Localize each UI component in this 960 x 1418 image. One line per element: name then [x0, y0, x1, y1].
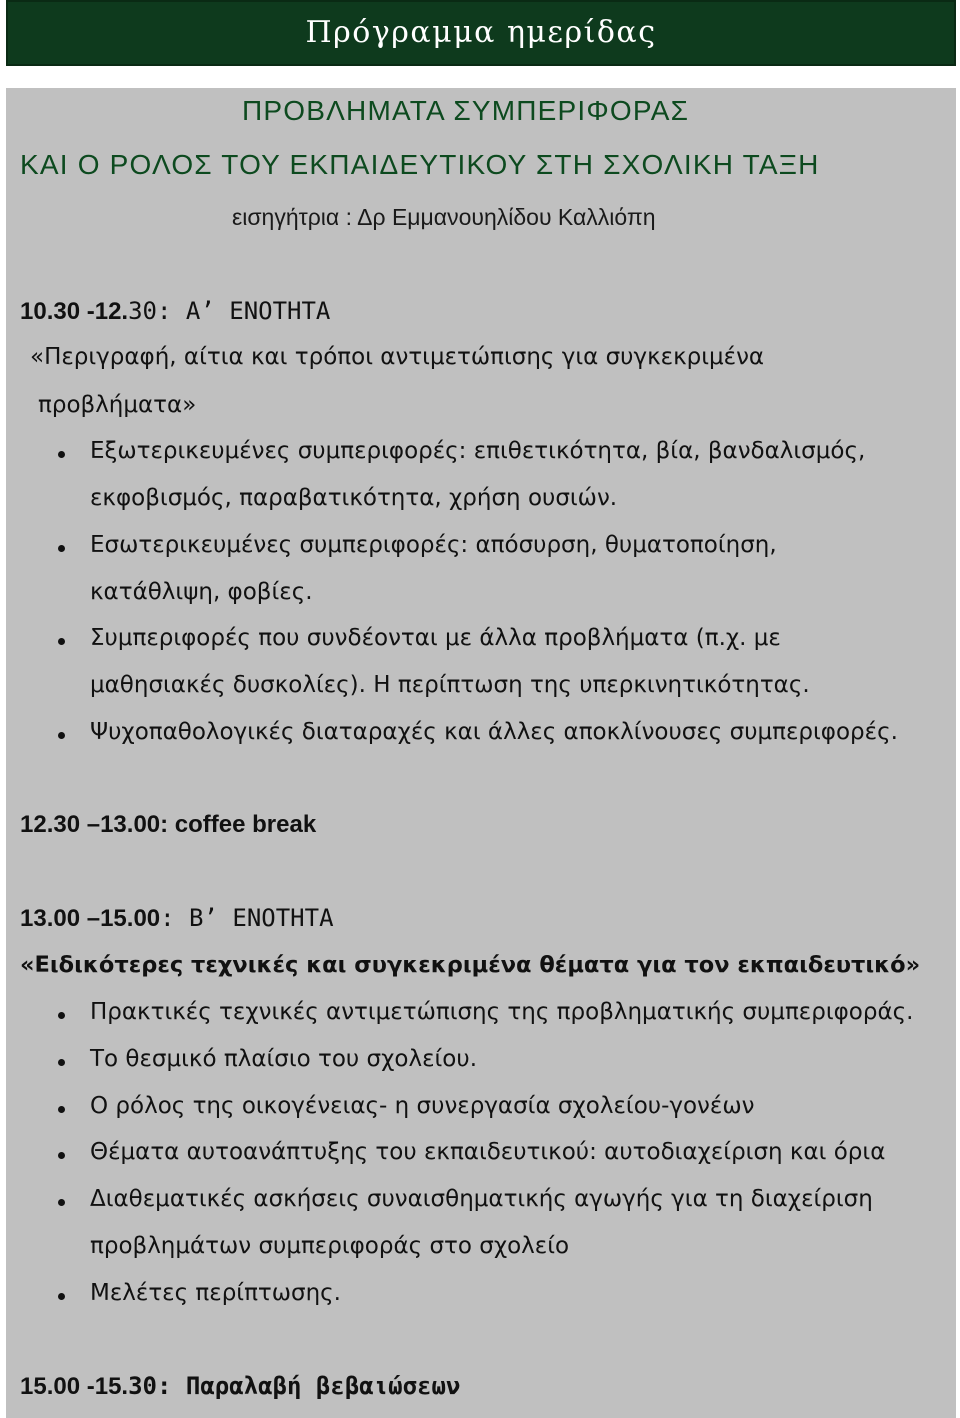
event-title-line1: ΠΡΟΒΛΗΜΑΤΑ ΣΥΜΠΕΡΙΦΟΡΑΣ — [242, 95, 690, 126]
list-item-continuation: μαθησιακές δυσκολίες). Η περίπτωση της υπερκινητικότητας. — [90, 672, 810, 698]
list-item: Συμπεριφορές που συνδέονται με άλλα προβλήματα (π.χ. με — [90, 625, 781, 651]
list-item: Εσωτερικευμένες συμπεριφορές: απόσυρση, θυματοποίηση, — [90, 532, 777, 558]
bullet-icon — [58, 1293, 65, 1300]
bullet-icon — [58, 1152, 65, 1159]
bullet-icon — [58, 1012, 65, 1019]
list-item: Διαθεματικές ασκήσεις συναισθηματικής αγωγής για τη διαχείριση — [90, 1186, 873, 1212]
bullet-icon — [58, 1106, 65, 1113]
program-panel — [6, 88, 956, 1418]
speaker-line: εισηγήτρια : Δρ Εμμανουηλίδου Καλλιόπη — [232, 204, 656, 230]
section-b-title: : Β’ ΕΝΟΤΗΤΑ — [160, 904, 334, 932]
closing-session — [20, 1371, 460, 1402]
section-a-subtitle-line1: «Περιγραφή, αίτια και τρόποι αντιμετώπισης για συγκεκριμένα — [30, 344, 765, 370]
section-b-subtitle: «Ειδικότερες τεχνικές και συγκεκριμένα θέματα για τον εκπαιδευτικό» — [20, 952, 921, 978]
event-title-line2: ΚΑΙ Ο ΡΟΛΟΣ ΤΟΥ ΕΚΠΑΙΔΕΥΤΙΚΟΥ ΣΤΗ ΣΧΟΛΙΚΗ ΤΑΞΗ — [20, 149, 820, 180]
section-a-title: 30: Α’ ΕΝΟΤΗΤΑ — [128, 297, 331, 325]
coffee-break: 12.30 –13.00: coffee break — [20, 811, 317, 838]
list-item: Το θεσμικό πλαίσιο του σχολείου. — [90, 1046, 478, 1072]
bullet-icon — [58, 545, 65, 552]
section-b-heading — [20, 903, 334, 934]
bullet-icon — [58, 1199, 65, 1206]
list-item: Θέματα αυτοανάπτυξης του εκπαιδευτικού: αυτοδιαχείριση και όρια — [90, 1139, 886, 1165]
list-item: Ψυχοπαθολογικές διαταραχές και άλλες αποκλίνουσες συμπεριφορές. — [90, 719, 898, 745]
closing-time: 15.00 -15. — [20, 1373, 129, 1400]
list-item: Μελέτες περίπτωσης. — [90, 1280, 341, 1306]
page-title: Πρόγραμμα ημερίδας — [305, 14, 657, 50]
list-item: Ο ρόλος της οικογένειας- η συνεργασία σχολείου-γονέων — [90, 1093, 755, 1119]
list-item-continuation: κατάθλιψη, φοβίες. — [90, 579, 313, 605]
bullet-icon — [58, 732, 65, 739]
list-item: Εξωτερικευμένες συμπεριφορές: επιθετικότητα, βία, βανδαλισμός, — [90, 438, 866, 464]
section-b-time: 13.00 –15.00 — [20, 905, 161, 932]
bullet-icon — [58, 451, 65, 458]
list-item: Πρακτικές τεχνικές αντιμετώπισης της προβληματικής συμπεριφοράς. — [90, 999, 914, 1025]
section-a-subtitle-line2: προβλήματα» — [38, 392, 197, 418]
section-a-time: 10.30 -12. — [20, 298, 129, 325]
section-a-heading — [20, 296, 330, 327]
bullet-icon — [58, 638, 65, 645]
closing-label: 30: Παραλαβή βεβαιώσεων — [128, 1372, 461, 1400]
list-item-continuation: εκφοβισμός, παραβατικότητα, χρήση ουσιών. — [90, 485, 618, 511]
bullet-icon — [58, 1059, 65, 1066]
header-bar — [6, 0, 956, 66]
list-item-continuation: προβλημάτων συμπεριφοράς στο σχολείο — [90, 1233, 570, 1259]
